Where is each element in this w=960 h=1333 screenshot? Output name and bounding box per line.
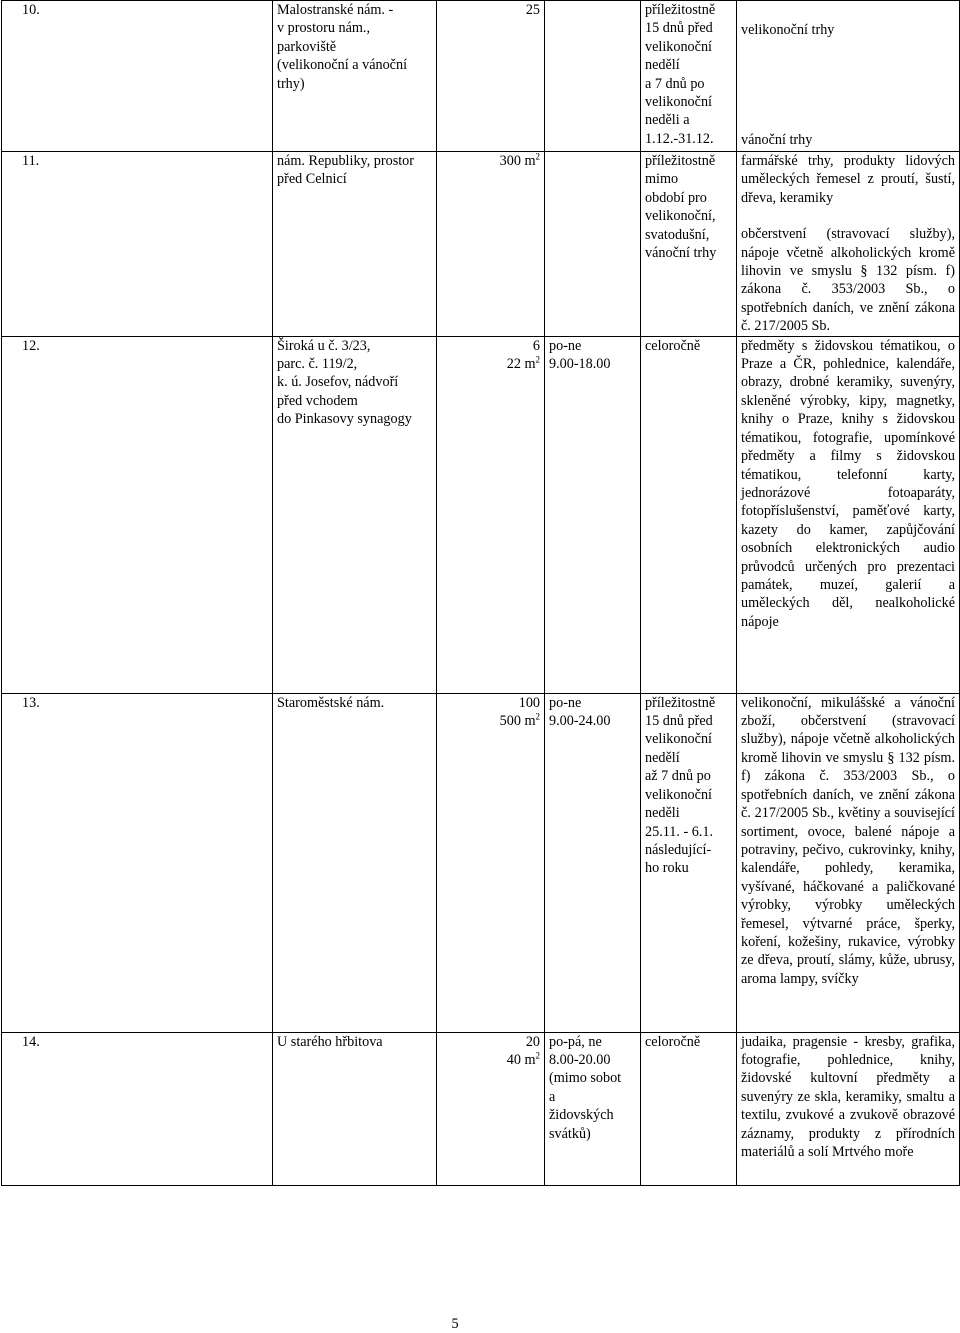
stands-area-cell (437, 1, 545, 152)
goods-cell (737, 1032, 960, 1185)
goods-cell (737, 1, 960, 152)
location-cell: Široká u č. 3/23, parc. č. 119/2, k. ú. Josefov, nádvoří před vchodem do Pinkasovy synagogy (273, 336, 437, 693)
period-cell: příležitostně 15 dnů před velikonoční nedělí až 7 dnů po velikonoční neděli 25.11. - 6.1. následující- ho roku (641, 693, 737, 1032)
stands-count: 20 (525, 1033, 540, 1050)
stands-area-cell (437, 336, 545, 693)
table-row (2, 693, 960, 1032)
goods-cell (737, 152, 960, 337)
row-number: 11. (2, 152, 273, 337)
hours-cell: po-ne 9.00-24.00 (545, 693, 641, 1032)
stands-area-cell (437, 1032, 545, 1185)
location-cell: Staroměstské nám. (273, 693, 437, 1032)
location-cell: U starého hřbitova (273, 1032, 437, 1185)
row-number: 13. (2, 693, 273, 1032)
table-row (2, 152, 960, 337)
stands-area-cell (437, 152, 545, 337)
area-value: 40 $m^2$ (506, 1050, 540, 1069)
goods-text-secondary: občerstvení (stravovací služby), nápoje včetně alkoholických kromě lihovin ve smyslu § 132 písm. f) zákona č. 353/2003 Sb., o spotřebních daních, ve znění zákona č. 217/2005 Sb. (741, 226, 955, 335)
hours-cell: po-ne 9.00-18.00 (545, 336, 641, 693)
row-number: 10. (2, 1, 273, 152)
goods-text: předměty s židovskou tématikou, o Praze a ČR, pohlednice, kalendáře, obrazy, drobné keramiky, suvenýry, skleněné výrobky, kipy, magnetky, knihy o Praze, knihy s židovskou tématikou, fotografie, upomínkové předměty a filmy s židovskou tématikou, telefonní karty, jednorázové fotoaparáty, fotopříslušenství, paměťové karty, kazety do kamer, zapůjčování osobních elektronických audio průvodců určených pro prezentaci památek, muzeí, galerií a uměleckých děl, nealkoholické nápoje (741, 337, 955, 630)
table-row (2, 1, 960, 152)
row-number: 12. (2, 336, 273, 693)
location-cell: nám. Republiky, prostor před Celnicí (273, 152, 437, 337)
period-cell: celoročně (641, 336, 737, 693)
page-number: 5 (451, 1316, 459, 1332)
location-cell: Malostranské nám. - v prostoru nám., parkoviště (velikonoční a vánoční trhy) (273, 1, 437, 152)
hours-cell (545, 152, 641, 337)
area-value: 22 $m^2$ (506, 354, 540, 373)
hours-cell (545, 1, 641, 152)
hours-cell: po-pá, ne 8.00-20.00 (mimo sobot a židovských svátků) (545, 1032, 641, 1185)
goods-text-secondary: vánoční trhy (741, 132, 813, 149)
stands-count: 25 (525, 2, 540, 18)
area-value: 500 $m^2$ (499, 711, 540, 730)
period-cell: příležitostně mimo období pro velikonoční, svatodušní, vánoční trhy (641, 152, 737, 337)
stands-count: 300 $m^2$ (499, 151, 540, 169)
goods-text: velikonoční, mikulášské a vánoční zboží, občerstvení (stravovací služby), nápoje včetně alkoholických kromě lihovin ve smyslu § 132 písm. f) zákona č. 353/2003 Sb., o spotřebních daních, ve znění zákona č. 217/2005 Sb., květiny a související sortiment, ovoce, balené nápoje a potraviny, pečivo, cukrovinky, knihy, kalendáře, pohledy, keramika, vyšívané, háčkované a paličkované výrobky, výrobky uměleckých řemesel, výtvarné práce, šperky, koření, kožešiny, rukavice, výrobky ze dřeva, proutí, slámy, kůže, ubrusy, aroma lampy, svíčky (741, 694, 955, 987)
stands-count: 100 (518, 694, 540, 711)
market-locations-table (1, 0, 960, 1186)
table-row (2, 336, 960, 693)
goods-cell (737, 693, 960, 1032)
goods-cell (737, 336, 960, 693)
period-cell: příležitostně 15 dnů před velikonoční nedělí a 7 dnů po velikonoční neděli a 1.12.-31.12. (641, 1, 737, 152)
period-cell: celoročně (641, 1032, 737, 1185)
goods-text: farmářské trhy, produkty lidových uměleckých řemesel z proutí, šustí, dřeva, keramiky (741, 153, 955, 206)
row-number: 14. (2, 1032, 273, 1185)
stands-count: 6 (532, 337, 540, 354)
stands-area-cell (437, 693, 545, 1032)
goods-text: velikonoční trhy (741, 22, 835, 38)
goods-text: judaika, pragensie - kresby, grafika, fotografie, pohlednice, knihy, židovské kultovní předměty a suvenýry ze skla, keramiky, smaltu a textilu, zvukové a zvukově obrazové záznamy, produkty z přírodních materiálů a solí Mrtvého moře (741, 1033, 955, 1161)
table-row (2, 1032, 960, 1185)
